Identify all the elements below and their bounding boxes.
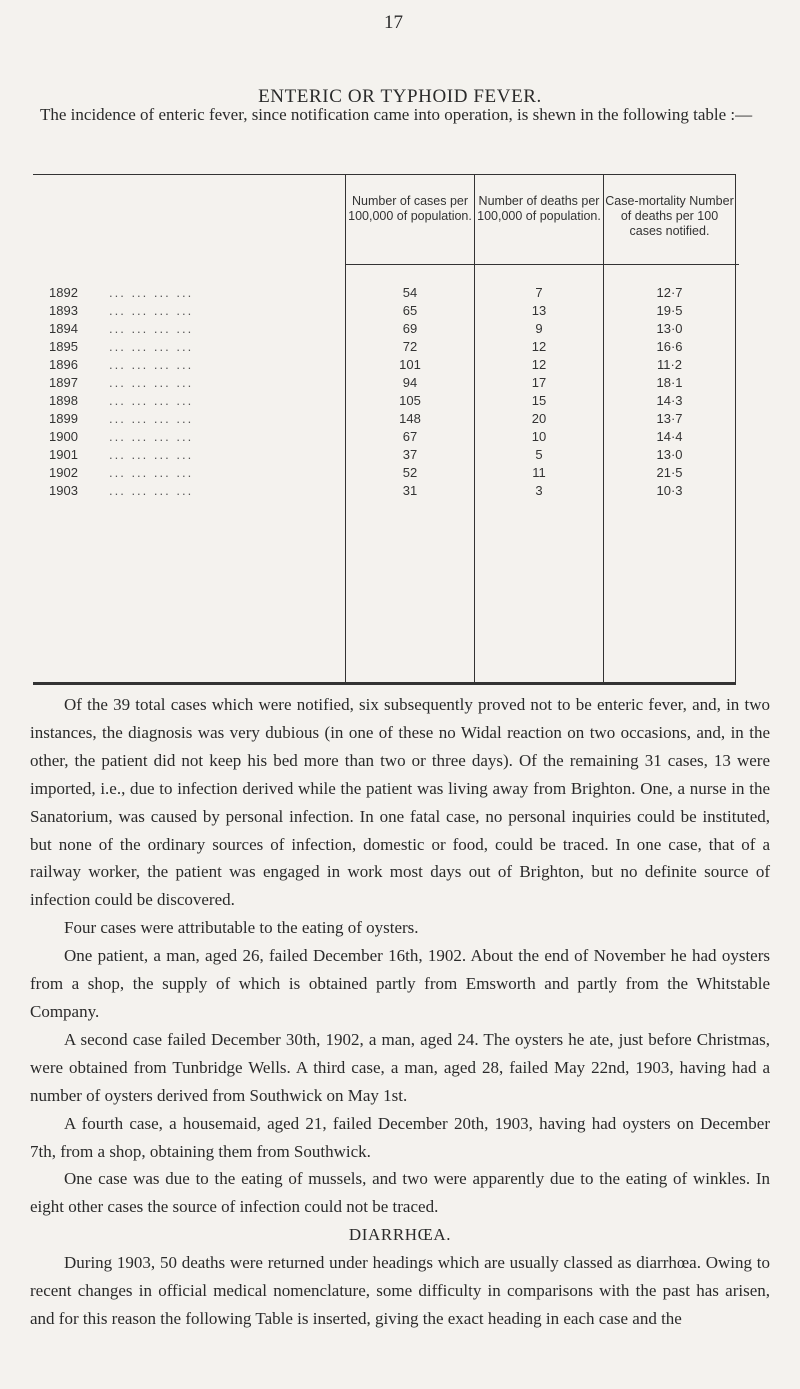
paragraph: Four cases were attributable to the eating of oysters. bbox=[64, 918, 419, 938]
table-row bbox=[33, 321, 736, 339]
year-cell: 1894 bbox=[49, 321, 78, 336]
cases-cell: 94 bbox=[402, 375, 418, 390]
table-row bbox=[33, 303, 736, 321]
paragraph: Of the 39 total cases which were notified, six subsequently proved not to be enteric fever, and, in two instances, the diagnosis was very dubious (in one of these no Widal reaction on two occasions, and, in the other, the patient did not keep his bed more than two or three days). Of the remaining 31 cases, 13 were imported, i.e., due to infection derived while the patient was living away from Brighton. One, a nurse in the Sanatorium, was caused by personal infection. In one fatal case, no personal inquiries could be instituted, but none of the ordinary sources of infection, domestic or food, could be traced. In one case, that of a railway worker, the patient was engaged in work most days out of Brighton, but no definite source of infection could be discovered. bbox=[30, 695, 770, 910]
paragraph: A second case failed December 30th, 1902, a man, aged 24. The oysters he ate, just before Christmas, were obtained from Tunbridge Wells. A third case, a man, aged 28, failed May 22nd, 1903, having had a number of oysters derived from Southwick on May 1st. bbox=[30, 1029, 770, 1105]
mortality-cell: 13·0 bbox=[656, 321, 683, 336]
table-row bbox=[33, 285, 736, 303]
enteric-table bbox=[33, 174, 736, 686]
year-cell: 1892 bbox=[49, 285, 78, 300]
year-cell: 1893 bbox=[49, 303, 78, 318]
table-bottom-rule bbox=[33, 682, 736, 685]
cases-cell: 54 bbox=[402, 285, 418, 300]
deaths-cell: 12 bbox=[531, 339, 547, 354]
mortality-cell: 12·7 bbox=[656, 285, 683, 300]
table-row bbox=[33, 483, 736, 501]
year-cell: 1895 bbox=[49, 339, 78, 354]
table-row bbox=[33, 375, 736, 393]
mortality-cell: 21·5 bbox=[656, 465, 683, 480]
cases-cell: 105 bbox=[399, 393, 421, 408]
paragraph: During 1903, 50 deaths were returned under headings which are usually classed as diarrhœa. Owing to recent changes in official medical nomenclature, some difficulty in comparisons with the past has arisen, and for this reason the following Table is inserted, giving the exact heading in each case and the bbox=[30, 1253, 770, 1328]
leader-dots: ... ... ... ... bbox=[109, 447, 194, 462]
cases-cell: 69 bbox=[402, 321, 418, 336]
paragraph: One patient, a man, aged 26, failed December 16th, 1902. About the end of November he had oysters from a shop, the supply of which is obtained partly from Emsworth and partly from the Whitstable Company. bbox=[30, 946, 770, 1021]
year-cell: 1899 bbox=[49, 411, 78, 426]
deaths-cell: 12 bbox=[531, 357, 547, 372]
leader-dots: ... ... ... ... bbox=[109, 429, 194, 444]
leader-dots: ... ... ... ... bbox=[109, 393, 194, 408]
deaths-cell: 7 bbox=[535, 285, 543, 300]
section-title-diarrhoea: DIARRHŒA. bbox=[348, 1225, 452, 1245]
intro-paragraph: The incidence of enteric fever, since notification came into operation, is shewn in the following table :— bbox=[40, 105, 753, 124]
mortality-cell: 14·3 bbox=[656, 393, 683, 408]
leader-dots: ... ... ... ... bbox=[109, 483, 194, 498]
cases-cell: 67 bbox=[402, 429, 418, 444]
mortality-cell: 13·0 bbox=[656, 447, 683, 462]
year-cell: 1900 bbox=[49, 429, 78, 444]
table-row bbox=[33, 447, 736, 465]
table-header-rule bbox=[345, 264, 739, 265]
column-header-deaths: Number of deaths per 100,000 of population. bbox=[477, 194, 601, 223]
leader-dots: ... ... ... ... bbox=[109, 375, 194, 390]
deaths-cell: 5 bbox=[535, 447, 543, 462]
column-header-case-mortality: Case-mortality Number of deaths per 100 cases notified. bbox=[605, 194, 734, 238]
table-top-rule bbox=[33, 174, 736, 175]
deaths-cell: 11 bbox=[532, 465, 546, 480]
cases-cell: 72 bbox=[402, 339, 418, 354]
deaths-cell: 17 bbox=[531, 375, 547, 390]
mortality-cell: 19·5 bbox=[656, 303, 683, 318]
table-row bbox=[33, 465, 736, 483]
cases-cell: 31 bbox=[402, 483, 418, 498]
year-cell: 1897 bbox=[49, 375, 78, 390]
cases-cell: 65 bbox=[402, 303, 418, 318]
cases-cell: 148 bbox=[399, 411, 421, 426]
table-row bbox=[33, 411, 736, 429]
year-cell: 1901 bbox=[49, 447, 78, 462]
mortality-cell: 10·3 bbox=[656, 483, 683, 498]
mortality-cell: 18·1 bbox=[656, 375, 683, 390]
mortality-cell: 13·7 bbox=[656, 411, 683, 426]
leader-dots: ... ... ... ... bbox=[109, 357, 194, 372]
paragraph: A fourth case, a housemaid, aged 21, failed December 20th, 1903, having had oysters on December 7th, from a shop, obtaining them from Southwick. bbox=[30, 1113, 770, 1161]
deaths-cell: 13 bbox=[531, 303, 547, 318]
year-cell: 1903 bbox=[49, 483, 78, 498]
year-cell: 1896 bbox=[49, 357, 78, 372]
table-row bbox=[33, 339, 736, 357]
leader-dots: ... ... ... ... bbox=[109, 303, 194, 318]
deaths-cell: 20 bbox=[531, 411, 547, 426]
paragraph: One case was due to the eating of mussels, and two were apparently due to the eating of winkles. In eight other cases the source of infection could not be traced. bbox=[30, 1169, 770, 1217]
mortality-cell: 16·6 bbox=[656, 339, 683, 354]
body-text bbox=[30, 691, 770, 1333]
leader-dots: ... ... ... ... bbox=[109, 465, 194, 480]
mortality-cell: 14·4 bbox=[656, 429, 683, 444]
leader-dots: ... ... ... ... bbox=[109, 411, 194, 426]
section-title-enteric: ENTERIC OR TYPHOID FEVER. bbox=[258, 86, 542, 107]
deaths-cell: 3 bbox=[535, 483, 543, 498]
mortality-cell: 11·2 bbox=[656, 357, 683, 372]
deaths-cell: 9 bbox=[535, 321, 543, 336]
cases-cell: 37 bbox=[402, 447, 418, 462]
page-number: 17 bbox=[384, 12, 403, 33]
year-cell: 1898 bbox=[49, 393, 78, 408]
table-row bbox=[33, 393, 736, 411]
leader-dots: ... ... ... ... bbox=[109, 321, 194, 336]
year-cell: 1902 bbox=[49, 465, 78, 480]
deaths-cell: 10 bbox=[531, 429, 547, 444]
table-row bbox=[33, 429, 736, 447]
table-row bbox=[33, 357, 736, 375]
column-header-cases: Number of cases per 100,000 of population. bbox=[348, 194, 472, 223]
leader-dots: ... ... ... ... bbox=[109, 339, 194, 354]
leader-dots: ... ... ... ... bbox=[109, 285, 194, 300]
deaths-cell: 15 bbox=[531, 393, 547, 408]
cases-cell: 52 bbox=[402, 465, 418, 480]
cases-cell: 101 bbox=[399, 357, 421, 372]
